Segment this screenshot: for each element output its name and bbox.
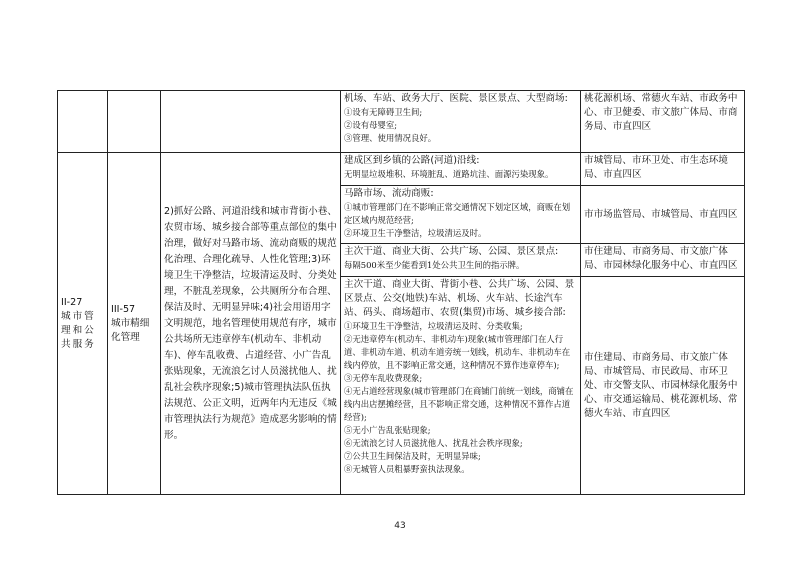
item-sub: ⑧无城管人员粗暴野蛮执法现象。	[344, 464, 470, 474]
item-title: 主次干道、商业大街、公共广场、公园、景区景点:	[344, 246, 559, 257]
item-sub: 无明显垃圾堆积、环境脏乱、道路坑洼、面源污染现象。	[344, 169, 554, 179]
page-number: 43	[394, 521, 406, 531]
item-title: 马路市场、流动商贩:	[344, 188, 434, 199]
item-sub: ⑤无小广告乱张贴现象;	[344, 425, 431, 435]
item-cell	[341, 91, 581, 153]
dept-text: 市市场监管局、市城管局、市直四区	[584, 208, 738, 220]
item-cell	[341, 244, 581, 277]
dept-cell	[581, 91, 745, 153]
dept-cell	[581, 186, 745, 244]
item-cell	[341, 153, 581, 186]
item-cell	[341, 277, 581, 495]
item-title: 建成区到乡镇的公路(河道)沿线:	[344, 155, 480, 166]
content-cell	[161, 153, 341, 495]
dept-cell	[581, 153, 745, 186]
item-sub: ⑦公共卫生间保洁及时，无明显异味;	[344, 451, 481, 461]
table-row	[58, 91, 745, 153]
item-sub: 每隔500米至少能看到1处公共卫生间的指示牌。	[344, 260, 525, 270]
item-sub: ①设有无障碍卫生间;	[344, 107, 423, 117]
item-sub: ②无违章停车(机动车、非机动车)现象(城市管理部门在人行道、非机动车道、机动车道旁统一划线，机动车、非机动车在线内停放，且不影响正常交通，这种情况不算作违章停车);	[344, 334, 571, 370]
evaluation-table	[57, 90, 745, 495]
item-sub: ①环境卫生干净整洁，垃圾清运及时、分类收集;	[344, 321, 523, 331]
level3-code: III-57	[111, 303, 136, 315]
item-title: 机场、车站、政务大厅、医院、景区景点、大型商场:	[344, 93, 568, 104]
empty-cell	[58, 91, 108, 153]
dept-text: 桃花源机场、常德火车站、市政务中心、市卫健委、市文旅广体局、市商务局、市直四区	[584, 93, 738, 132]
empty-cell	[108, 91, 161, 153]
dept-cell	[581, 244, 745, 277]
item-cell	[341, 186, 581, 244]
item-title: 主次干道、商业大街、背街小巷、公共广场、公园、景区景点、公交(地铁)车站、机场、火车站、长途汽车站、码头、商场超市、农贸(集贸)市场、城乡接合部:	[344, 279, 575, 318]
level3-cell	[108, 153, 161, 495]
item-sub: ②环境卫生干净整洁，垃圾清运及时。	[344, 228, 487, 238]
item-sub: ③管理、使用情况良好。	[344, 133, 437, 143]
content-text: 2)抓好公路、河道沿线和城市背街小巷、农贸市场、城乡接合部等重点部位的集中治理，做好对马路市场、流动商贩的规范化治理、合理化疏导、人性化管理;3)环境卫生干净整洁，垃圾清运及时、分类处理，不脏乱差现象，公共厕所分布合理、保洁及时、无明显异味;4)社会用语用字文明规范，地名管理使用规范有序，城市公共场所无违章停车(机动车、非机动车)、停车乱收费、占道经营、小广告乱张贴现象，无流浪乞讨人员滋扰他人、扰乱社会秩序现象;5)城市管理执法队伍执法规范、公正文明，近两年内无违反《城市管理执法行为规范》造成恶劣影响的情形。	[164, 205, 337, 441]
dept-text: 市住建局、市商务局、市文旅广体局、市园林绿化服务中心、市直四区	[584, 246, 738, 271]
table-row	[58, 153, 745, 186]
dept-text: 市住建局、市商务局、市文旅广体局、市城管局、市民政局、市环卫处、市交警支队、市园林绿化服务中心、市交通运输局、桃花源机场、常德火车站、市直四区	[584, 351, 738, 419]
level2-name: 城市管理和公共服务	[61, 310, 96, 350]
item-sub: ①城市管理部门在不影响正常交通情况下划定区域，商贩在划定区域内规范经营;	[344, 202, 571, 225]
empty-cell	[161, 91, 341, 153]
dept-text: 市城管局、市环卫处、市生态环境局、市直四区	[584, 155, 728, 180]
item-sub: ⑥无流浪乞讨人员滋扰他人、扰乱社会秩序现象;	[344, 438, 523, 448]
item-sub: ③无停车乱收费现象;	[344, 373, 423, 383]
level3-name: 城市精细化管理	[111, 317, 150, 343]
item-sub: ④无占道经营现象(城市管理部门在商铺门前统一划线，商铺在线内出店摆摊经营，且不影响正常交通，这种情况不算作占道经营);	[344, 386, 574, 422]
item-sub: ②设有母婴室;	[344, 120, 398, 130]
level2-cell	[58, 153, 108, 495]
dept-cell	[581, 277, 745, 495]
level2-code: II-27	[61, 296, 83, 308]
